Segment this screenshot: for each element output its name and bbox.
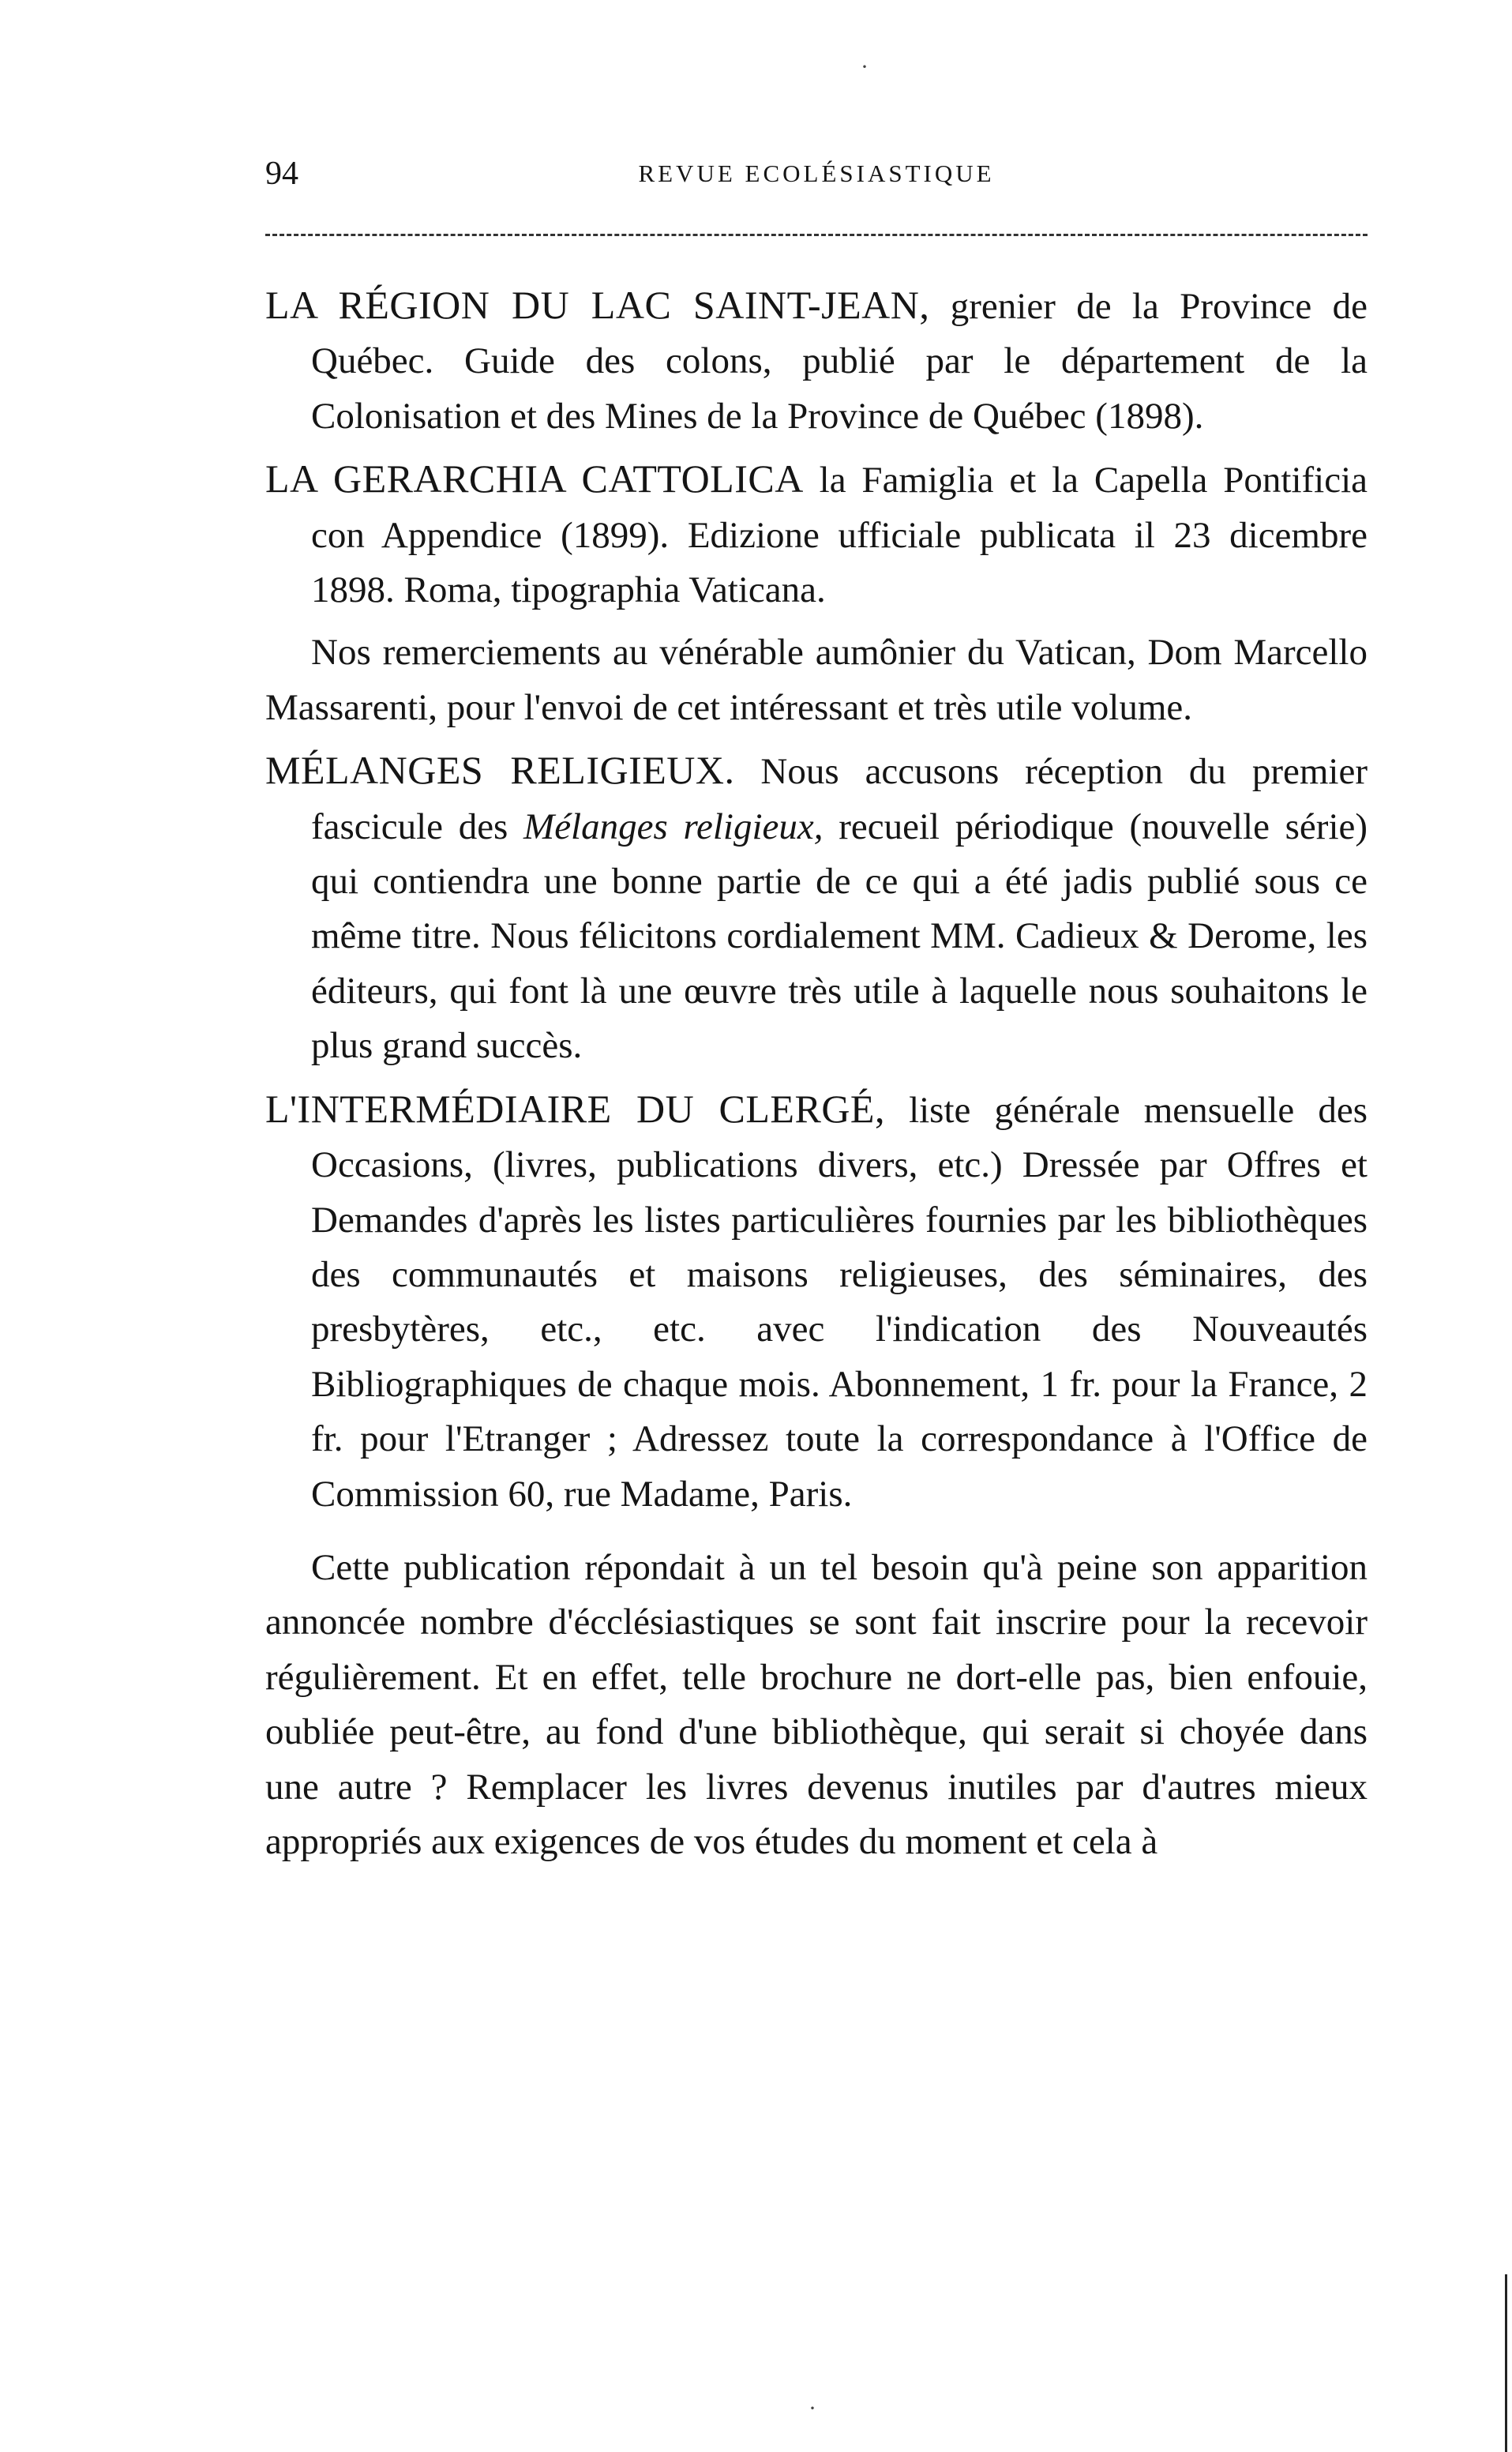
thanks-note: Nos remerciements au vénérable aumônier du Vatican, Dom Marcello Massarenti, pour l'envoi de cet intéressant et très utile volume. [265, 632, 1368, 728]
closing-paragraph: Cette publication répondait à un tel besoin qu'à peine son apparition annoncée nombre d'écclésiastiques se sont fait inscrire pour la recevoir régulièrement. Et en effet, telle brochure ne dort-elle pas, bien enfouie, oubliée peut-être, au fond d'une bibliothèque, qui serait si choyée dans une autre ? Remplacer les livres devenus inutiles par d'autres mieux appropriés aux exigences de vos études du moment et cela à [265, 1546, 1368, 1862]
running-head: REVUE ECOLÉSIASTIQUE [638, 160, 995, 187]
entry-text: la Famiglia et la Capella Pontificia con Appendice (1899). Edizione ufficiale publicata il 23 dicembre 1898. Roma, tipographia Vaticana. [311, 460, 1368, 611]
entry-heading: L'INTERMÉDIAIRE DU CLERGÉ, [265, 1086, 885, 1131]
header-rule [265, 234, 1368, 236]
entry-melanges-religieux [265, 743, 1368, 1073]
entry-region-lac-saint-jean [265, 278, 1368, 444]
page-header [265, 150, 1368, 197]
page-number: 94 [265, 156, 298, 192]
entry-intermediaire-du-clerge [265, 1082, 1368, 1522]
entry-gerarchia-cattolica [265, 452, 1368, 618]
entry-text: liste générale mensuelle des Occasions, (livres, publications divers, etc.) Dressée par Offres et Demandes d'après les listes particulières fournies par les bibliothèques des communautés et maisons religieuses, des séminaires, des presbytères, etc., etc. avec l'indication des Nouveautés Bibliographiques de chaque mois. Abonnement, 1 fr. pour la France, 2 fr. pour l'Etranger ; Adressez toute la correspondance à l'Office de Commission 60, rue Madame, Paris. [311, 1089, 1368, 1515]
entry-text: grenier de la Province de Québec. Guide des colons, publié par le département de la Colonisation et des Mines de la Province de Québec (1898). [311, 286, 1368, 437]
page-body [265, 278, 1368, 1869]
journal-title: Mélanges religieux, [523, 805, 824, 847]
entry-heading: MÉLANGES RELIGIEUX. [265, 748, 735, 793]
entry-text: recueil périodique (nouvelle série) qui contiendra une bonne partie de ce qui a été jadis publié sous ce même titre. Nous félicitons cordialement MM. Cadieux & Derome, les éditeurs, qui font là une œuvre très utile à laquelle nous souhaitons le plus grand succès. [311, 805, 1368, 1067]
margin-dot-top: · [861, 54, 869, 80]
scan-edge-line [1505, 2274, 1507, 2452]
entry-heading: LA RÉGION DU LAC SAINT-JEAN, [265, 283, 930, 327]
entry-text: Nous accusons réception du premier fascicule des [311, 751, 1368, 847]
margin-dot-bottom: · [809, 2395, 816, 2421]
entry-heading: LA GERARCHIA CATTOLICA [265, 456, 804, 501]
